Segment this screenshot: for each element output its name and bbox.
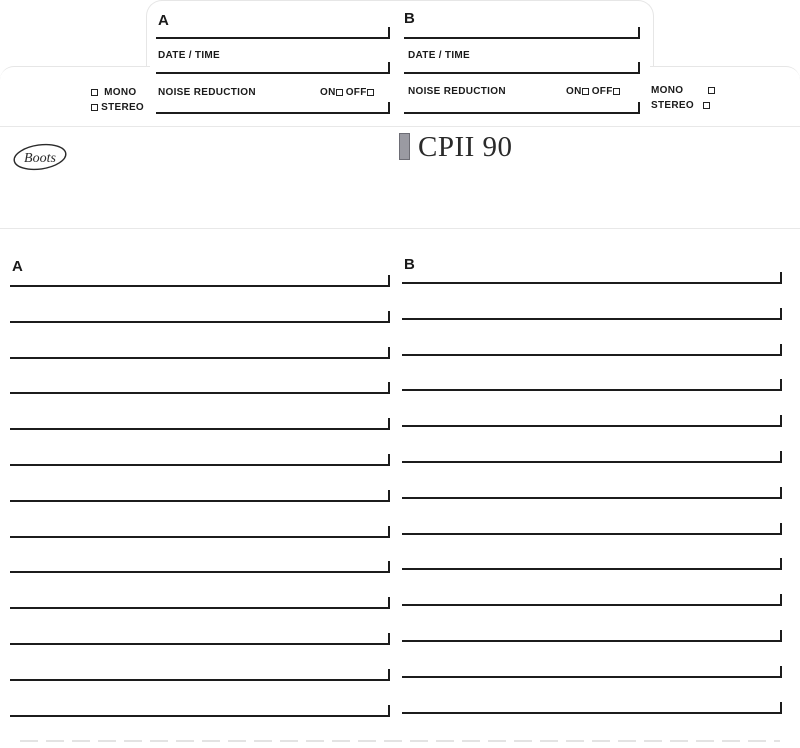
tracklist-side-a-label: A — [12, 258, 23, 275]
track-line-side-a[interactable] — [10, 679, 388, 681]
side-a-noise-on-off — [320, 87, 374, 98]
track-line-side-b[interactable] — [402, 282, 780, 284]
fold-line-top — [0, 126, 800, 127]
track-line-side-a[interactable] — [10, 357, 388, 359]
header-side-b-letter: B — [404, 10, 415, 27]
side-a-noise-reduction-label: NOISE REDUCTION — [158, 87, 256, 98]
header-side-a-letter: A — [158, 12, 169, 29]
product-name: CPII 90 — [418, 131, 513, 163]
side-b-off-label: OFF — [591, 86, 613, 97]
side-b-off-checkbox[interactable] — [613, 88, 620, 95]
side-a-stereo-label: STEREO — [101, 102, 145, 113]
side-b-date-time-line[interactable] — [404, 72, 638, 74]
fold-line-middle — [0, 228, 800, 229]
track-line-side-a[interactable] — [10, 500, 388, 502]
side-b-on-checkbox[interactable] — [582, 88, 589, 95]
track-line-side-a[interactable] — [10, 536, 388, 538]
track-line-side-b[interactable] — [402, 568, 780, 570]
side-b-mono-option — [651, 85, 715, 96]
track-line-side-b[interactable] — [402, 354, 780, 356]
track-line-side-b[interactable] — [402, 318, 780, 320]
side-b-on-label: ON — [566, 86, 582, 97]
track-line-side-a[interactable] — [10, 715, 388, 717]
track-line-side-b[interactable] — [402, 676, 780, 678]
side-a-off-checkbox[interactable] — [367, 89, 374, 96]
right-flap-outline — [650, 66, 800, 127]
track-line-side-b[interactable] — [402, 461, 780, 463]
side-b-noise-on-off — [566, 86, 620, 97]
header-side-a-title-line[interactable] — [156, 37, 388, 39]
side-b-stereo-checkbox[interactable] — [703, 102, 710, 109]
bottom-perforation — [20, 740, 780, 742]
track-line-side-b[interactable] — [402, 389, 780, 391]
side-a-mono-checkbox[interactable] — [91, 89, 98, 96]
header-side-b-title-line[interactable] — [404, 37, 638, 39]
side-b-noise-reduction-label: NOISE REDUCTION — [408, 86, 506, 97]
track-line-side-a[interactable] — [10, 464, 388, 466]
track-line-side-a[interactable] — [10, 321, 388, 323]
side-a-mono-option — [91, 87, 136, 98]
side-a-stereo-option — [91, 102, 144, 113]
track-line-side-a[interactable] — [10, 643, 388, 645]
tracklist-side-b-label: B — [404, 256, 415, 273]
track-line-side-b[interactable] — [402, 640, 780, 642]
track-line-side-a[interactable] — [10, 428, 388, 430]
boots-logo — [12, 142, 68, 172]
side-a-mono-label: MONO — [104, 87, 137, 98]
track-line-side-b[interactable] — [402, 712, 780, 714]
side-b-mono-checkbox[interactable] — [708, 87, 715, 94]
side-a-off-label: OFF — [345, 87, 367, 98]
track-line-side-b[interactable] — [402, 604, 780, 606]
boots-logo-text: Boots — [24, 151, 56, 166]
side-a-date-time-line[interactable] — [156, 72, 388, 74]
track-line-side-a[interactable] — [10, 571, 388, 573]
side-a-stereo-checkbox[interactable] — [91, 104, 98, 111]
side-b-stereo-label: STEREO — [651, 100, 694, 111]
track-line-side-b[interactable] — [402, 425, 780, 427]
side-a-noise-line[interactable] — [156, 112, 388, 114]
side-a-on-label: ON — [320, 87, 336, 98]
side-a-date-time-label: DATE / TIME — [158, 50, 221, 61]
track-line-side-a[interactable] — [10, 392, 388, 394]
side-b-date-time-label: DATE / TIME — [408, 50, 471, 61]
track-line-side-a[interactable] — [10, 607, 388, 609]
brand-color-bar — [399, 133, 410, 160]
track-line-side-b[interactable] — [402, 497, 780, 499]
side-b-stereo-option — [651, 100, 710, 111]
side-b-mono-label: MONO — [651, 85, 684, 96]
side-b-noise-line[interactable] — [404, 112, 638, 114]
track-line-side-b[interactable] — [402, 533, 780, 535]
side-a-on-checkbox[interactable] — [336, 89, 343, 96]
track-line-side-a[interactable] — [10, 285, 388, 287]
spine-tab-outline — [146, 0, 654, 66]
